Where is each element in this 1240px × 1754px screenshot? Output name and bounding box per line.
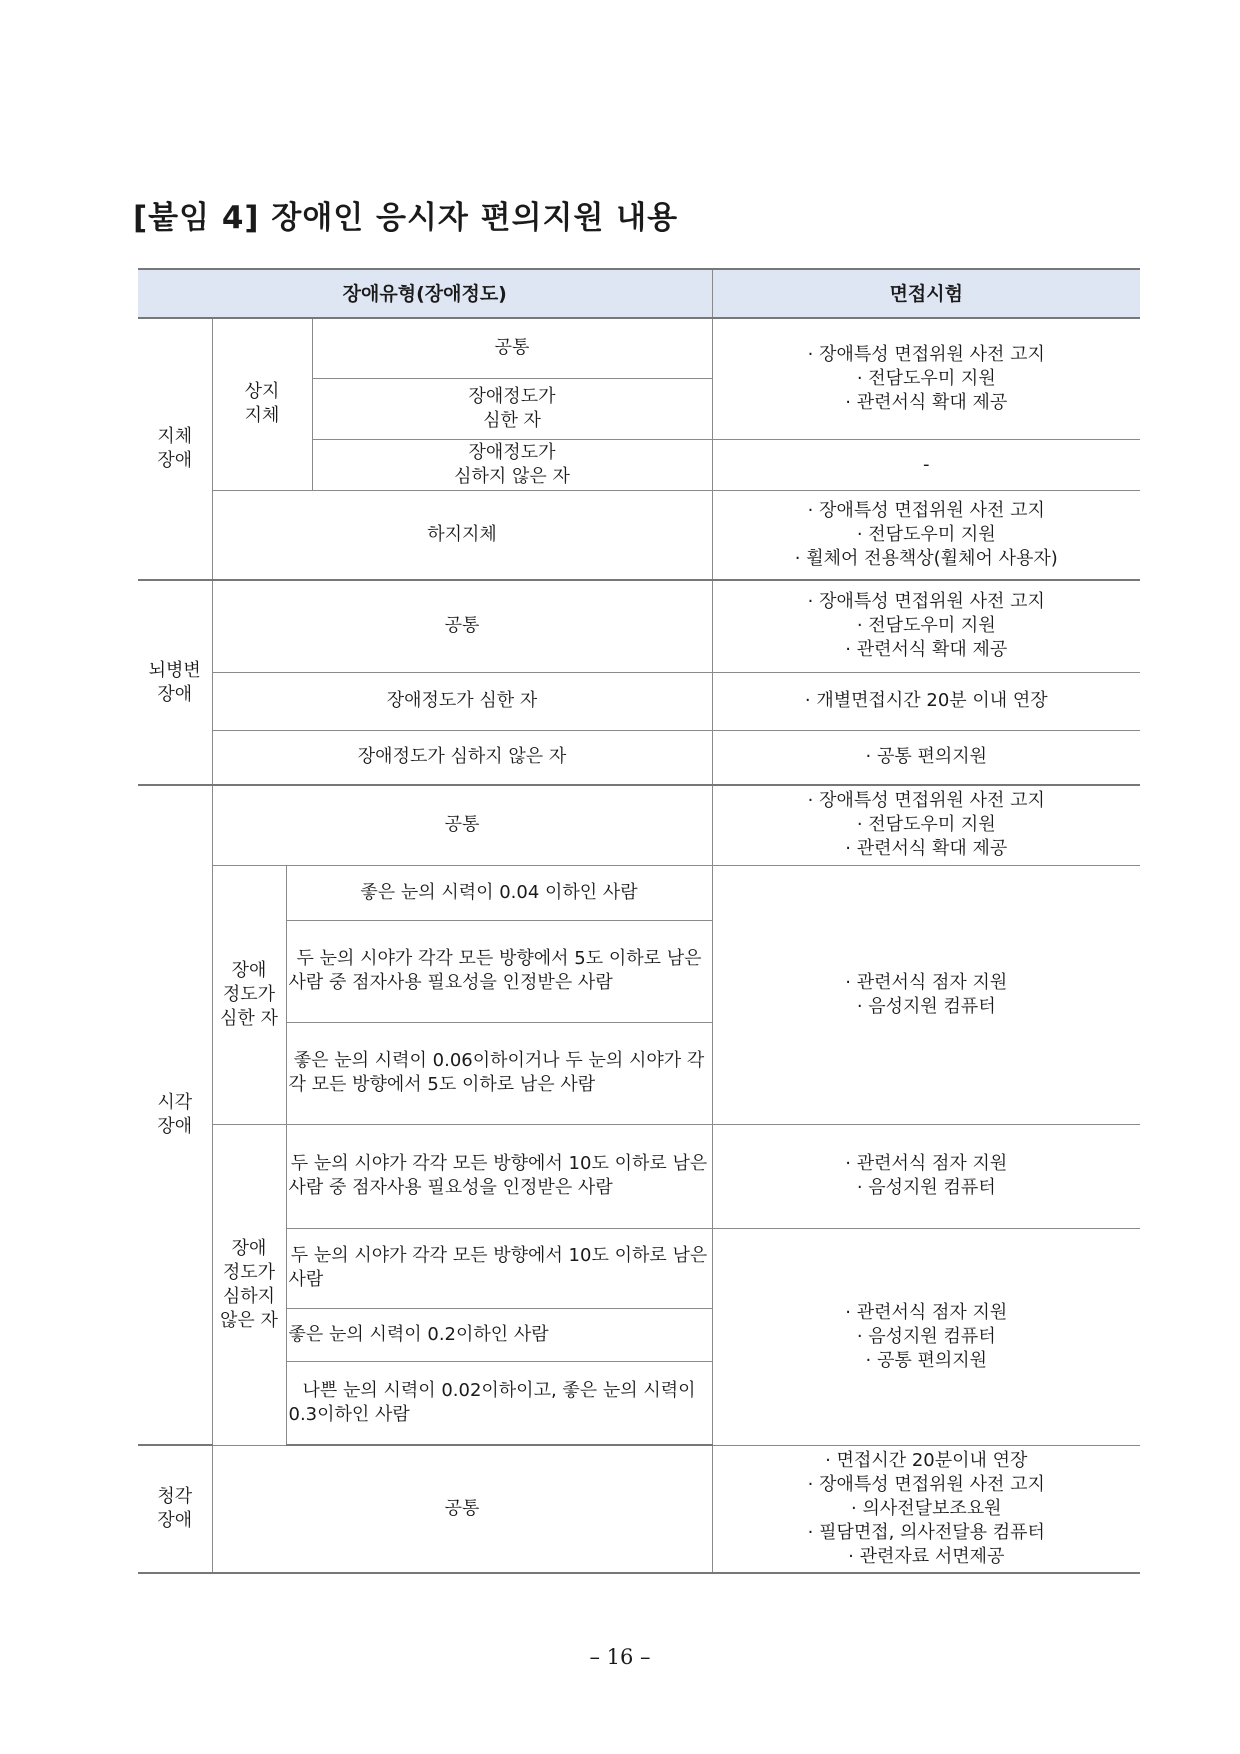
cell-upper-mild: 장애정도가 심하지 않은 자 xyxy=(312,439,712,490)
subcategory-visual-mild: 장애 정도가 심하지 않은 자 xyxy=(212,1124,286,1445)
page-title: [붙임 4] 장애인 응시자 편의지원 내용 xyxy=(133,200,679,236)
category-visual: 시각 장애 xyxy=(138,785,212,1445)
support-visual-mild-rest: · 관련서식 점자 지원 · 음성지원 컴퓨터 · 공통 편의지원 xyxy=(712,1228,1140,1445)
support-upper-common: · 장애특성 면접위원 사전 고지 · 전담도우미 지원 · 관련서식 확대 제공 xyxy=(712,318,1140,439)
table-row xyxy=(138,785,1140,865)
subcategory-lower-limb: 하지지체 xyxy=(212,490,712,580)
criteria-visual-mild-3: 좋은 눈의 시력이 0.2이하인 사람 xyxy=(286,1308,712,1361)
support-brain-mild: · 공통 편의지원 xyxy=(712,730,1140,785)
page-number: – 16 – xyxy=(589,1645,651,1669)
criteria-visual-severe-2: 두 눈의 시야가 각각 모든 방향에서 5도 이하로 남은 사람 중 점자사용 필요성을 인정받은 사람 xyxy=(286,920,712,1022)
category-brain: 뇌병변 장애 xyxy=(138,580,212,785)
support-brain-severe: · 개별면접시간 20분 이내 연장 xyxy=(712,672,1140,730)
subcategory-upper-limb: 상지 지체 xyxy=(212,318,312,490)
table-row xyxy=(138,490,1140,580)
header-interview: 면접시험 xyxy=(712,269,1140,318)
table-row xyxy=(138,672,1140,730)
criteria-visual-mild-2: 두 눈의 시야가 각각 모든 방향에서 10도 이하로 남은 사람 xyxy=(286,1228,712,1308)
criteria-visual-severe-3: 좋은 눈의 시력이 0.06이하이거나 두 눈의 시야가 각각 모든 방향에서 5도 이하로 남은 사람 xyxy=(286,1022,712,1124)
criteria-visual-severe-1: 좋은 눈의 시력이 0.04 이하인 사람 xyxy=(286,865,712,920)
cell-upper-common: 공통 xyxy=(312,318,712,378)
cell-brain-mild: 장애정도가 심하지 않은 자 xyxy=(212,730,712,785)
table-row xyxy=(138,318,1140,378)
table-row xyxy=(138,580,1140,672)
support-visual-common: · 장애특성 면접위원 사전 고지 · 전담도우미 지원 · 관련서식 확대 제공 xyxy=(712,785,1140,865)
cell-hearing-common: 공통 xyxy=(212,1445,712,1573)
table-row xyxy=(138,1228,1140,1308)
support-brain-common: · 장애특성 면접위원 사전 고지 · 전담도우미 지원 · 관련서식 확대 제공 xyxy=(712,580,1140,672)
header-disability-type: 장애유형(장애정도) xyxy=(138,269,712,318)
table-header-row xyxy=(138,269,1140,318)
support-visual-mild-first: · 관련서식 점자 지원 · 음성지원 컴퓨터 xyxy=(712,1124,1140,1228)
support-table xyxy=(138,268,1140,1574)
criteria-visual-mild-1: 두 눈의 시야가 각각 모든 방향에서 10도 이하로 남은 사람 중 점자사용 필요성을 인정받은 사람 xyxy=(286,1124,712,1228)
category-hearing: 청각 장애 xyxy=(138,1445,212,1573)
table-row xyxy=(138,1124,1140,1228)
category-physical: 지체 장애 xyxy=(138,318,212,580)
cell-brain-severe: 장애정도가 심한 자 xyxy=(212,672,712,730)
support-upper-mild: - xyxy=(712,439,1140,490)
support-hearing: · 면접시간 20분이내 연장 · 장애특성 면접위원 사전 고지 · 의사전달보조요원 · 필담면접, 의사전달용 컴퓨터 · 관련자료 서면제공 xyxy=(712,1445,1140,1573)
subcategory-visual-severe: 장애 정도가 심한 자 xyxy=(212,865,286,1124)
cell-visual-common: 공통 xyxy=(212,785,712,865)
criteria-visual-mild-4: 나쁜 눈의 시력이 0.02이하이고, 좋은 눈의 시력이 0.3이하인 사람 xyxy=(286,1361,712,1445)
table-row xyxy=(138,865,1140,920)
support-visual-severe: · 관련서식 점자 지원 · 음성지원 컴퓨터 xyxy=(712,865,1140,1124)
table-row xyxy=(138,730,1140,785)
cell-upper-severe: 장애정도가 심한 자 xyxy=(312,378,712,439)
cell-brain-common: 공통 xyxy=(212,580,712,672)
table-row xyxy=(138,1445,1140,1573)
support-lower-limb: · 장애특성 면접위원 사전 고지 · 전담도우미 지원 · 휠체어 전용책상(휠체어 사용자) xyxy=(712,490,1140,580)
